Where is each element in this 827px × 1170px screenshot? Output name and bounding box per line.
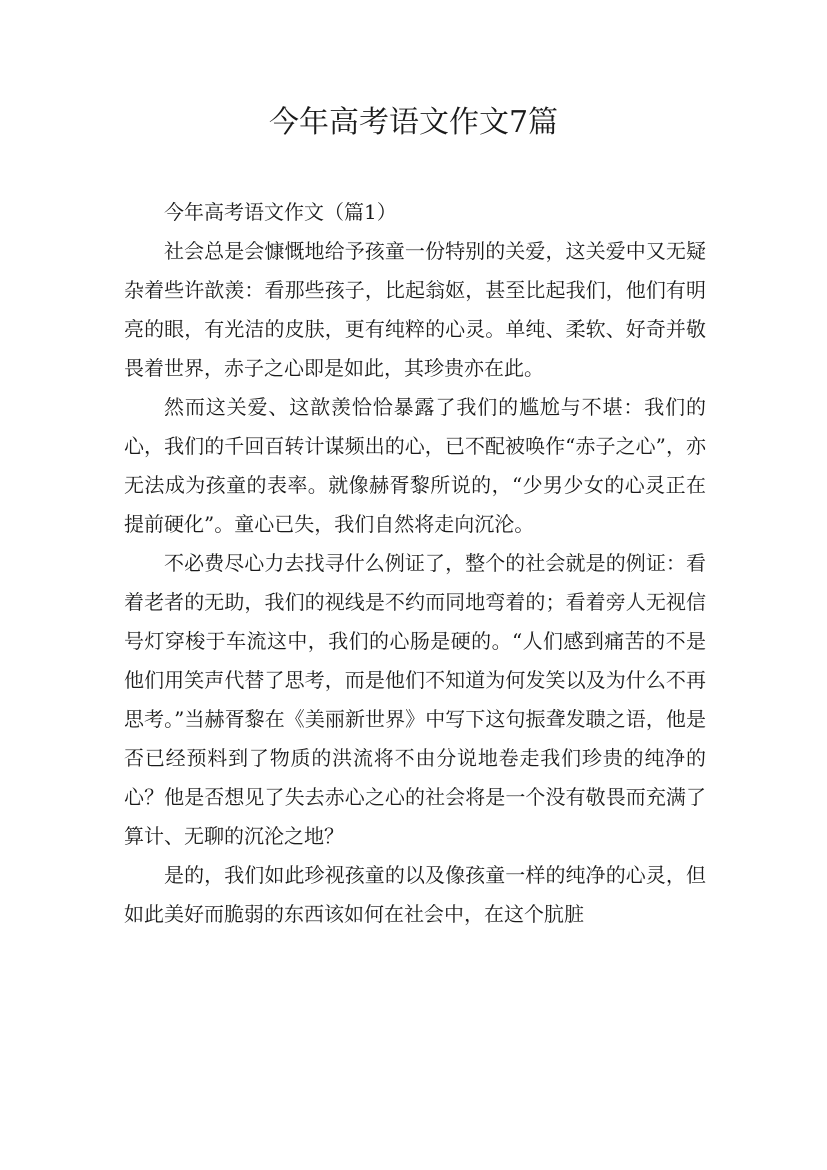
paragraph-2: 然而这关爱、这歆羡恰恰暴露了我们的尴尬与不堪：我们的心，我们的千回百转计谋频出的心，已不配被唤作“赤子之心”，亦无法成为孩童的表率。就像赫胥黎所说的，“少男少女的心灵正在提前硬化”。童心已失，我们自然将走向沉沦。 bbox=[124, 395, 706, 536]
document-title: 今年高考语文作文7篇 bbox=[268, 105, 559, 140]
paragraph-1: 社会总是会慷慨地给予孩童一份特别的关爱，这关爱中又无疑杂着些许歆羡：看那些孩子，比起翁妪，甚至比起我们，他们有明亮的眼，有光洁的皮肤，更有纯粹的心灵。单纯、柔软、好奇并敬畏着世界，赤子之心即是如此，其珍贵亦在此。 bbox=[124, 239, 706, 380]
paragraph-3: 不必费尽心力去找寻什么例证了，整个的社会就是的例证：看着老者的无助，我们的视线是不约而同地弯着的；看着旁人无视信号灯穿梭于车流这中，我们的心肠是硬的。“人们感到痛苦的不是他们用笑声代替了思考，而是他们不知道为何发笑以及为什么不再思考。”当赫胥黎在《美丽新世界》中写下这句振聋发聩之语，他是否已经预料到了物质的洪流将不由分说地卷走我们珍贵的纯净的心？他是否想见了失去赤心之心的社会将是一个没有敬畏而充满了算计、无聊的沉沦之地？ bbox=[124, 551, 706, 848]
document-body bbox=[124, 193, 706, 934]
paragraph-4: 是的，我们如此珍视孩童的以及像孩童一样的纯净的心灵，但如此美好而脆弱的东西该如何在社会中，在这个肮脏 bbox=[124, 863, 706, 926]
section-subheading: 今年高考语文作文（篇1） bbox=[164, 200, 397, 224]
